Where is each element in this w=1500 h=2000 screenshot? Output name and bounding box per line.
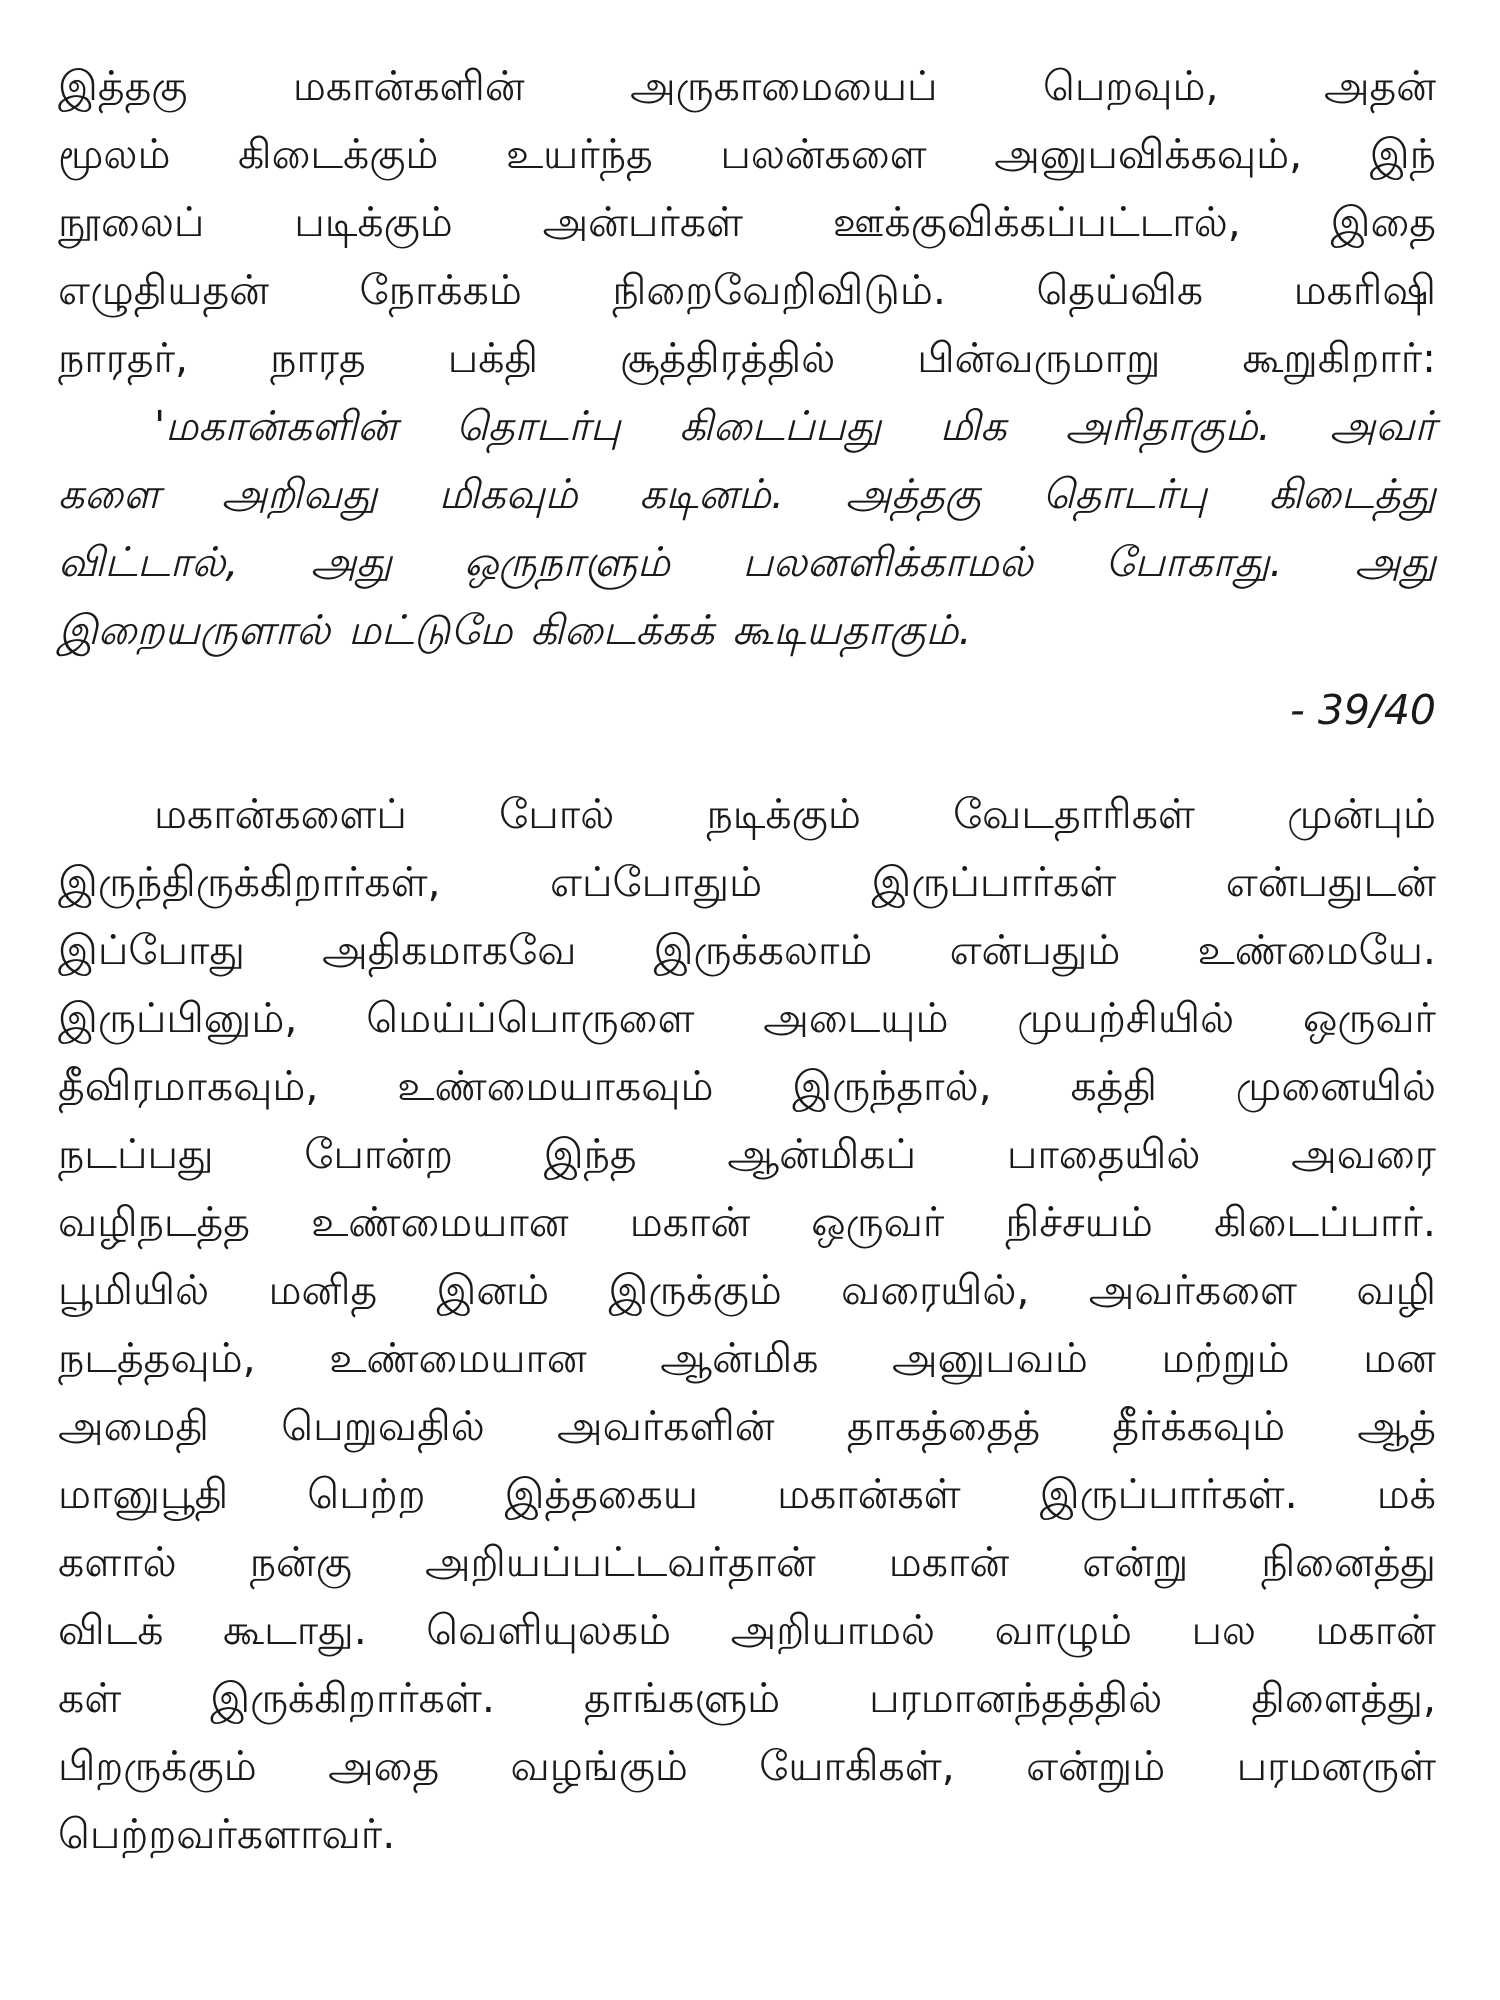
word: பெறுவதில்	[281, 1402, 485, 1450]
word: முன்பும்	[1287, 790, 1436, 838]
text-line	[58, 1392, 1436, 1460]
word: பூமியில்	[58, 1266, 210, 1314]
word: எழுதியதன்	[58, 266, 270, 314]
word: நினைத்து	[1261, 1538, 1436, 1586]
word: மிகவும்	[438, 470, 578, 518]
word: போல்	[499, 790, 615, 838]
word: கிடைத்து	[1268, 470, 1436, 518]
text-line	[58, 460, 1436, 528]
word: அறியாமல்	[730, 1606, 936, 1654]
text-line	[58, 916, 1436, 984]
word: கூடாது.	[223, 1606, 367, 1654]
text-line	[58, 188, 1436, 256]
word: அது	[1354, 538, 1436, 586]
word: என்பதுடன்	[1225, 858, 1436, 906]
word: சூத்திரத்தில்	[620, 334, 836, 382]
word: எப்போதும்	[549, 858, 763, 906]
word: நடிக்கும்	[706, 790, 861, 838]
text-line	[58, 120, 1436, 188]
word: அதிகமாகவே	[322, 926, 577, 974]
word: உயர்ந்த	[505, 130, 653, 178]
word: வழங்கும்	[510, 1742, 688, 1790]
text-line	[58, 1732, 1436, 1800]
word: நிறைவேறிவிடும்.	[612, 266, 946, 314]
text-line	[58, 780, 1436, 848]
paragraph-2	[58, 780, 1436, 1868]
word: மகான்களைப்	[154, 790, 407, 838]
text-line	[58, 1664, 1436, 1732]
word: அதை	[328, 1742, 440, 1790]
word: போகாது.	[1105, 538, 1283, 586]
word: தாங்களும்	[583, 1674, 781, 1722]
word: பெறவும்,	[1042, 62, 1219, 110]
word: நிச்சயம்	[1005, 1198, 1153, 1246]
word: கிடைப்பார்.	[1214, 1198, 1436, 1246]
word: தொடர்பு	[1042, 470, 1208, 518]
word: மகான்	[888, 1538, 1010, 1586]
word: இத்தகைய	[504, 1470, 699, 1518]
word: இருக்கிறார்கள்.	[210, 1674, 495, 1722]
word: பெற்றவர்களாவர்.	[58, 1810, 396, 1858]
word: அத்தகு	[845, 470, 981, 518]
word: உண்மையான	[311, 1198, 569, 1246]
word: பல	[1191, 1606, 1257, 1654]
word: மக்	[1376, 1470, 1436, 1518]
word: இருப்பினும்,	[58, 994, 298, 1042]
word: இந்த	[543, 1130, 637, 1178]
word: அவர்	[1329, 402, 1436, 450]
word: முயற்சியில்	[1017, 994, 1235, 1042]
text-line	[58, 596, 1436, 664]
word: வழி	[1356, 1266, 1436, 1314]
word: அடையும்	[763, 994, 949, 1042]
word: அவர்களை	[1088, 1266, 1298, 1314]
word: ஆத்	[1357, 1402, 1436, 1450]
text-line	[58, 392, 1436, 460]
word: படிக்கும்	[294, 198, 453, 246]
word: மகான்களின்	[292, 62, 525, 110]
word: இருப்பார்கள்	[871, 858, 1117, 906]
word: மன	[1363, 1334, 1436, 1382]
word: இப்போது	[58, 926, 245, 974]
word: அதன்	[1323, 62, 1436, 110]
word: இருக்கலாம்	[653, 926, 873, 974]
word: அனுபவம்	[892, 1334, 1088, 1382]
text-line	[58, 1188, 1436, 1256]
word: வரையில்,	[841, 1266, 1030, 1314]
word: கடினம்.	[639, 470, 785, 518]
word: ஆன்மிக	[660, 1334, 819, 1382]
word: இத்தகு	[58, 62, 188, 110]
word: ஆன்மிகப்	[727, 1130, 917, 1178]
word: அவர்களின்	[557, 1402, 775, 1450]
word: பலன்களை	[720, 130, 927, 178]
text-line	[58, 984, 1436, 1052]
quote-block	[58, 392, 1436, 664]
word: மனித	[268, 1266, 378, 1314]
word: கூறுகிறார்:	[1242, 334, 1436, 382]
word: கூடியதாகும்.	[732, 606, 972, 654]
word: நாரதர்,	[58, 334, 189, 382]
word: தாகத்தைத்	[846, 1402, 1041, 1450]
word: இருப்பார்கள்.	[1039, 1470, 1298, 1518]
word: வெளியுலகம்	[426, 1606, 672, 1654]
word: வழிநடத்த	[58, 1198, 250, 1246]
word: என்பதும்	[949, 926, 1121, 974]
text-line	[58, 1800, 1436, 1868]
word: தெய்விக	[1036, 266, 1204, 314]
text-line	[58, 1256, 1436, 1324]
word: மிக	[939, 402, 1007, 450]
word: அறிவது	[221, 470, 378, 518]
word: மகான்	[1315, 1606, 1436, 1654]
text-line	[58, 1120, 1436, 1188]
word: ஒருவர்	[1302, 994, 1436, 1042]
text-line	[58, 256, 1436, 324]
word: இருந்திருக்கிறார்கள்,	[58, 858, 441, 906]
word: மானுபூதி	[58, 1470, 229, 1518]
word: தீவிரமாகவும்,	[58, 1062, 319, 1110]
word: பரமனருள்	[1236, 1742, 1436, 1790]
word: மகரிஷி	[1293, 266, 1436, 314]
text-line	[58, 528, 1436, 596]
word: அவரை	[1291, 1130, 1436, 1178]
word: நாரத	[270, 334, 366, 382]
word: அருகாமையைப்	[630, 62, 938, 110]
word: யோகிகள்,	[759, 1742, 955, 1790]
word: ஒருநாளும்	[464, 538, 671, 586]
word: ஒருவர்	[811, 1198, 945, 1246]
word: களை	[58, 470, 161, 518]
text-line	[58, 1324, 1436, 1392]
word: அறியப்பட்டவர்தான்	[424, 1538, 816, 1586]
word: பாதையில்	[1006, 1130, 1201, 1178]
word: மகான்	[629, 1198, 751, 1246]
text-line	[58, 1052, 1436, 1120]
text-line	[58, 52, 1436, 120]
word: அனுபவிக்கவும்,	[994, 130, 1303, 178]
word: முனையில்	[1235, 1062, 1436, 1110]
word: மெய்ப்பொருளை	[366, 994, 695, 1042]
word: பரமானந்தத்தில்	[869, 1674, 1163, 1722]
word: நடப்பது	[58, 1130, 214, 1178]
word: பக்தி	[447, 334, 539, 382]
word: அரிதாகும்.	[1065, 402, 1271, 450]
word: வேடதாரிகள்	[953, 790, 1195, 838]
word: ஊக்குவிக்கப்பட்டால்,	[832, 198, 1241, 246]
word: நூலைப்	[58, 198, 205, 246]
word: அது	[310, 538, 392, 586]
word: பலனளிக்காமல்	[742, 538, 1033, 586]
word: நன்கு	[249, 1538, 352, 1586]
word: களால்	[58, 1538, 177, 1586]
text-line	[58, 1528, 1436, 1596]
word: தொடர்பு	[455, 402, 621, 450]
word: இருந்தால்,	[792, 1062, 992, 1110]
word: உண்மையான	[329, 1334, 587, 1382]
text-line	[58, 848, 1436, 916]
word: அமைதி	[58, 1402, 209, 1450]
paragraph-1	[58, 52, 1436, 392]
word: மூலம்	[58, 130, 171, 178]
text-line	[58, 1596, 1436, 1664]
word: கிடைப்பது	[679, 402, 882, 450]
word: கள்	[58, 1674, 122, 1722]
word: பெற்ற	[307, 1470, 426, 1518]
word: தீர்க்கவும்	[1112, 1402, 1286, 1450]
document-page	[58, 52, 1436, 1868]
word: மற்றும்	[1161, 1334, 1290, 1382]
word: உண்மையாகவும்	[397, 1062, 714, 1110]
word: கிடைக்கக்	[530, 606, 715, 654]
word: என்றும்	[1026, 1742, 1166, 1790]
word: கத்தி	[1070, 1062, 1157, 1110]
word: திளைத்து,	[1251, 1674, 1436, 1722]
text-line	[58, 324, 1436, 392]
quote-reference: - 39/40	[1290, 686, 1436, 734]
word: உண்மையே.	[1197, 926, 1436, 974]
word: வாழும்	[994, 1606, 1133, 1654]
word: 'மகான்களின்	[154, 402, 397, 450]
word: மகான்கள்	[777, 1470, 961, 1518]
word: இருக்கும்	[608, 1266, 782, 1314]
word: என்று	[1082, 1538, 1189, 1586]
word: பின்வருமாறு	[917, 334, 1161, 382]
word: மட்டுமே	[348, 606, 513, 654]
word: போன்ற	[304, 1130, 453, 1178]
word: இறையருளால்	[58, 606, 331, 654]
word: விட்டால்,	[58, 538, 239, 586]
word: இதை	[1330, 198, 1436, 246]
word: அன்பர்கள்	[542, 198, 744, 246]
word: பிறருக்கும்	[58, 1742, 257, 1790]
text-line	[58, 1460, 1436, 1528]
word: இனம்	[436, 1266, 550, 1314]
word: நோக்கம்	[359, 266, 522, 314]
word: இந்	[1369, 130, 1436, 178]
word: கிடைக்கும்	[237, 130, 439, 178]
word: விடக்	[58, 1606, 164, 1654]
word: நடத்தவும்,	[58, 1334, 256, 1382]
